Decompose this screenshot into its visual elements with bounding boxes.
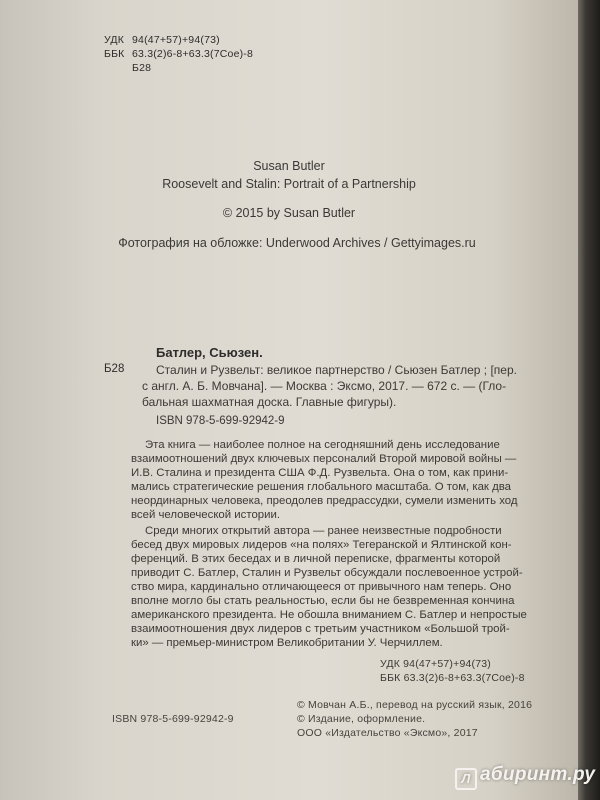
original-title: Roosevelt and Stalin: Portrait of a Partnership [162, 177, 416, 191]
top-codes [104, 33, 253, 75]
udk-label: УДК [104, 34, 125, 46]
annotation-line: И.В. Сталина и президента США Ф.Д. Рузвельта. Она о том, как прини- [131, 467, 509, 479]
annotation-line: взаимоотношений двух ключевых персоналий Второй мировой войны — [131, 453, 517, 465]
annotation-line: приводит С. Батлер, Сталин и Рузвельт обсуждали послевоенное устрой- [131, 567, 523, 579]
bib-line: Сталин и Рузвельт: великое партнерство / Сьюзен Батлер ; [пер. [156, 363, 517, 377]
author-heading: Батлер, Сьюзен. [156, 345, 263, 360]
annotation-line: Эта книга — наиболее полное на сегодняшний день исследование [145, 439, 500, 451]
rights-line: © Мовчан А.Б., перевод на русский язык, 2016 [297, 699, 533, 711]
annotation-line: ство мира, кардинально отличающееся от привычного нам теперь. Оно [131, 581, 512, 593]
bib-line: с англ. А. Б. Мовчана]. — Москва : Эксмо, 2017. — 672 с. — (Гло- [142, 379, 507, 393]
labirint-watermark [455, 764, 595, 790]
bib-isbn: ISBN 978-5-699-92942-9 [156, 415, 285, 427]
annotation-line: бесед двух мировых лидеров «на полях» Тегеранской и Ялтинской кон- [131, 539, 512, 551]
annotation-line: американского президента. Не обошла вниманием С. Батлер и непростые [131, 609, 527, 621]
annotation-line: взаимоотношения двух лидеров с третьим участником «Большой трой- [131, 623, 510, 635]
bottom-udk: УДК 94(47+57)+94(73) [380, 658, 491, 670]
page-edge-shadow [578, 0, 600, 800]
annotation-line: всей человеческой истории. [131, 509, 281, 521]
annotation-line: неординарных человека, преодолев предрассудки, сумели изменить ход [131, 495, 518, 507]
annotation-line: вполне могло бы стать реальностью, если бы не безвременная кончина [131, 595, 515, 607]
bbk-label: ББК [104, 48, 125, 60]
footer-isbn: ISBN 978-5-699-92942-9 [112, 713, 234, 725]
bib-line: бальная шахматная доска. Главные фигуры). [142, 395, 397, 409]
watermark-text: абиринт.ру [480, 764, 596, 785]
rights-line: © Издание, оформление. [297, 713, 426, 725]
annotation-paragraph-2 [131, 524, 527, 650]
footer-rights [297, 698, 532, 740]
bottom-codes [380, 657, 525, 685]
labirint-logo-icon: Л [455, 768, 477, 790]
bottom-bbk: ББК 63.3(2)6-8+63.3(7Сое)-8 [380, 672, 525, 684]
cover-photo-credit: Фотография на обложке: Underwood Archives / Gettyimages.ru [118, 236, 476, 250]
original-author: Susan Butler [253, 159, 325, 173]
udk-value: 94(47+57)+94(73) [132, 34, 220, 46]
annotation-line: Среди многих открытий автора — ранее неизвестные подробности [145, 525, 502, 537]
annotation-line: ференций. В этих беседах и в личной переписке, фрагменты которой [131, 553, 501, 565]
author-mark: Б28 [132, 62, 152, 74]
rights-line: ООО «Издательство «Эксмо», 2017 [297, 727, 478, 739]
copyright-line: © 2015 by Susan Butler [222, 206, 356, 220]
annotation-line: ки» — премьер-министром Великобритании У. Черчиллем. [131, 637, 443, 649]
bib-description [142, 362, 517, 410]
annotation-paragraph-1 [131, 438, 518, 522]
annotation-line: мались стратегические решения глобального масштаба. О том, как два [131, 481, 511, 493]
bbk-value: 63.3(2)6-8+63.3(7Сое)-8 [132, 48, 254, 60]
bib-mark: Б28 [104, 363, 125, 375]
